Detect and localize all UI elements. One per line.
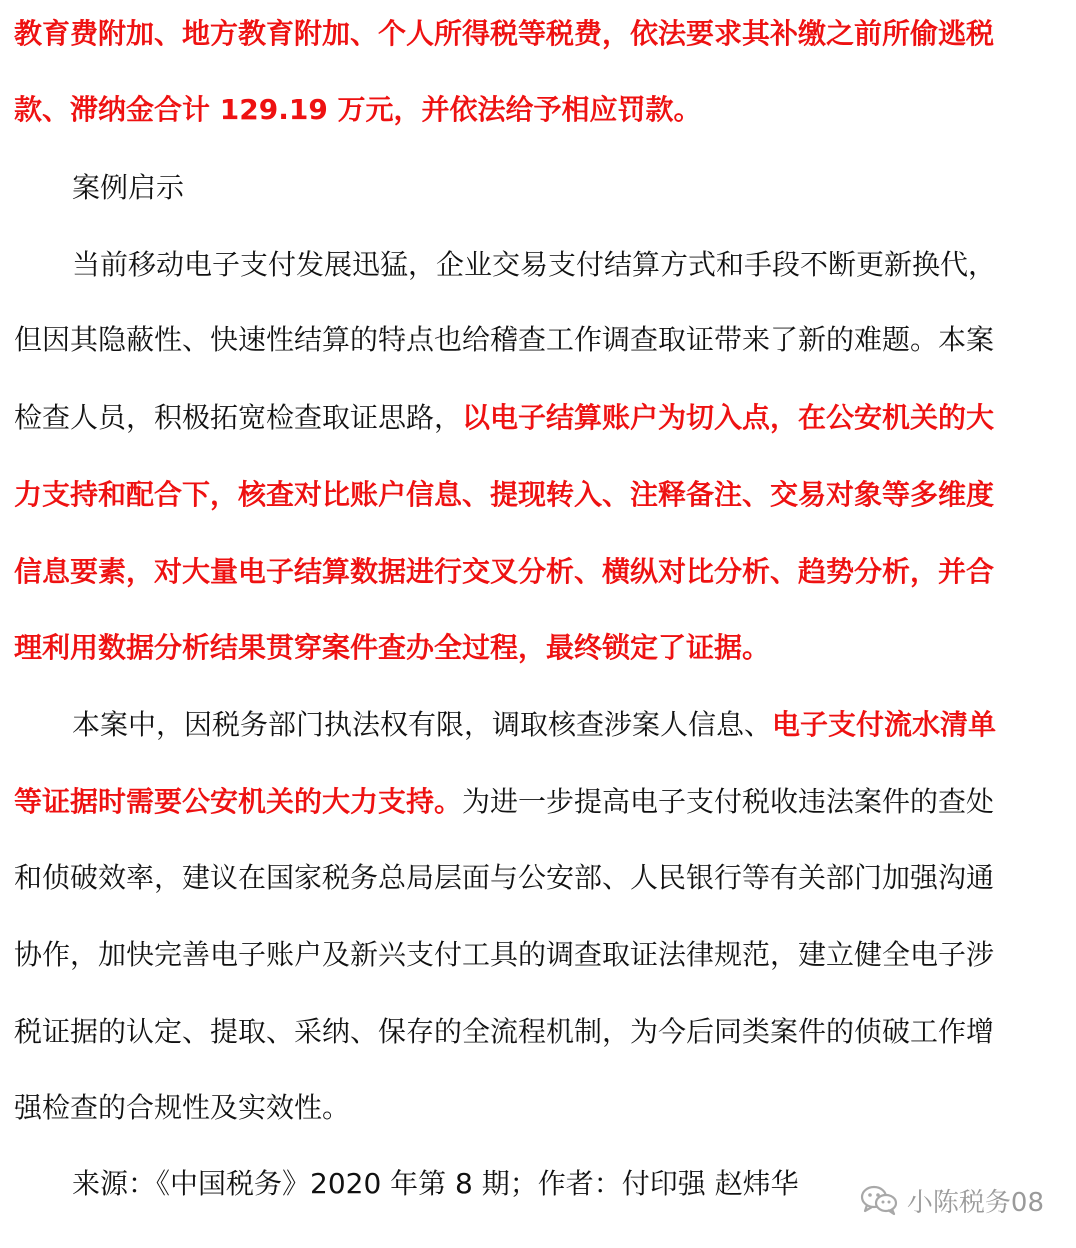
text-segment: 案例启示 [72,171,185,204]
text-segment-emphasis: 以电子结算账户为切入点，在公安机关的大 [462,401,995,434]
text-line [14,475,1046,515]
text-line [14,858,1046,898]
wechat-icon [859,1184,899,1216]
text-segment: 和侦破效率，建议在国家税务总局层面与公安部、人民银行等有关部门加强沟通 [14,861,995,894]
text-line [14,782,1046,822]
watermark [859,1182,1044,1218]
text-line [14,705,1046,745]
section-heading [14,168,1046,208]
text-segment: 款、滞纳金合计 129.19 万元，并依法给予相应罚款。 [14,93,702,126]
text-segment: 教育费附加、地方教育附加、个人所得税等税费，依法要求其补缴之前所偷逃税 [14,17,995,50]
text-segment: 协作，加快完善电子账户及新兴支付工具的调查取证法律规范，建立健全电子涉 [14,938,995,971]
text-segment: 当前移动电子支付发展迅猛，企业交易支付结算方式和手段不断更新换代， [72,248,997,281]
text-segment-emphasis: 力支持和配合下，核查对比账户信息、提现转入、注释备注、交易对象等多维度 [14,478,995,511]
text-line [14,398,1046,438]
text-segment-emphasis: 理利用数据分析结果贯穿案件查办全过程，最终锁定了证据。 [14,631,771,664]
text-segment-emphasis: 信息要素，对大量电子结算数据进行交叉分析、横纵对比分析、趋势分析，并合 [14,555,995,588]
text-segment: 本案中，因税务部门执法权有限，调取核查涉案人信息、 [72,708,773,741]
text-segment-emphasis: 等证据时需要公安机关的大力支持。 [14,785,463,818]
text-segment: 检查人员，积极拓宽检查取证思路， [14,401,463,434]
text-line [14,14,1046,54]
text-line [14,628,1046,668]
text-line [14,320,1046,360]
text-segment: 为进一步提高电子支付税收违法案件的查处 [462,785,995,818]
text-segment: 来源：《中国税务》2020 年第 8 期；作者：付印强 赵炜华 [72,1167,799,1200]
source-credit [14,1164,894,1204]
watermark-text: 小陈税务08 [906,1187,1044,1218]
text-line [14,935,1046,975]
text-line [14,1088,1046,1128]
text-segment: 税证据的认定、提取、采纳、保存的全流程机制，为今后同类案件的侦破工作增 [14,1015,995,1048]
text-line [14,552,1046,592]
text-line [14,245,1046,285]
text-line [14,90,1046,130]
text-line [14,1012,1046,1052]
text-segment: 但因其隐蔽性、快速性结算的特点也给稽查工作调查取证带来了新的难题。本案 [14,323,995,356]
text-segment-emphasis: 电子支付流水清单 [772,708,997,741]
text-segment: 强检查的合规性及实效性。 [14,1091,351,1124]
